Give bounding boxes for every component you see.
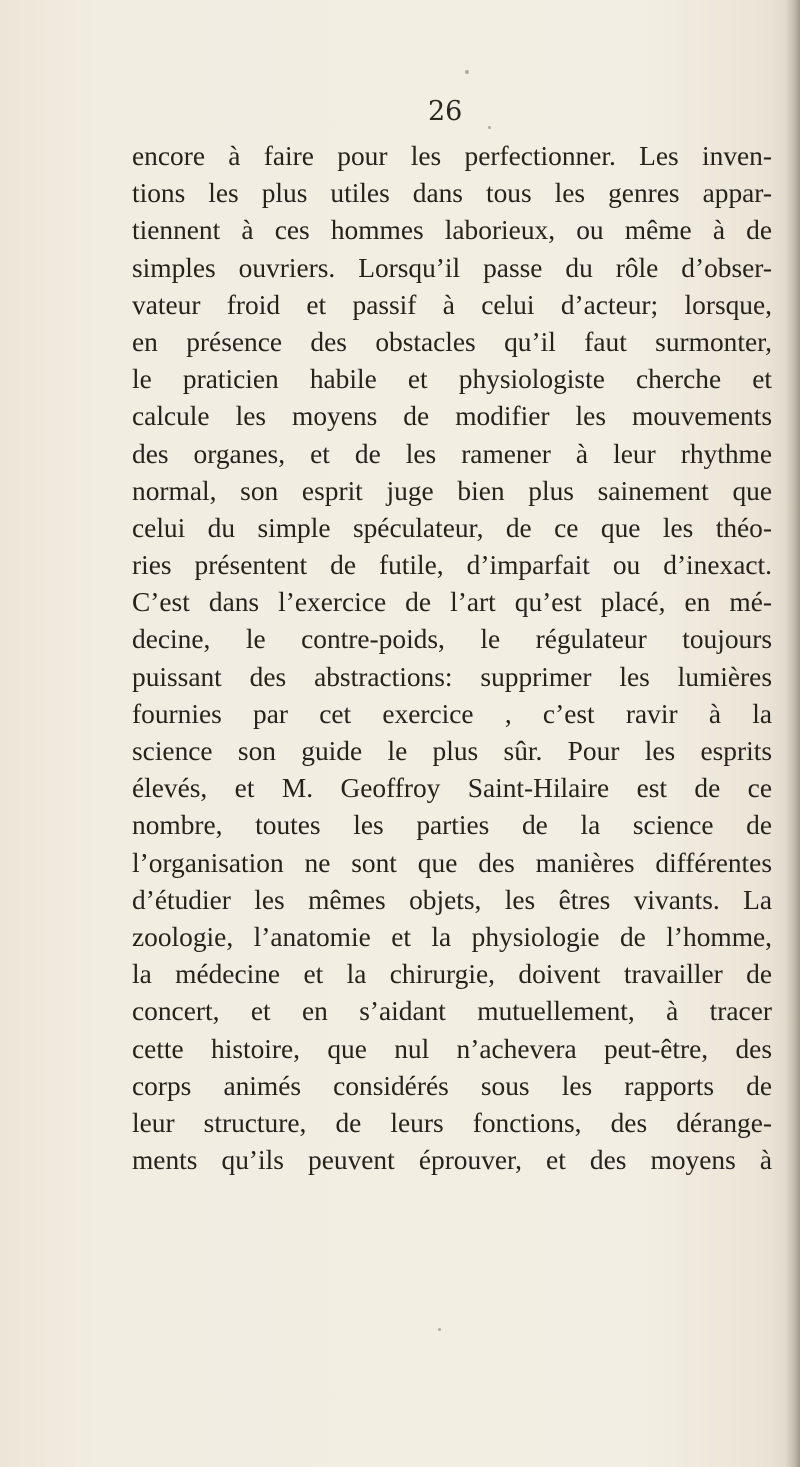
text-line: le praticien habile et physiologiste cherche et xyxy=(132,364,772,395)
text-line: cette histoire, que nul n’achevera peut-être, des xyxy=(132,1033,772,1064)
text-line: calcule les moyens de modifier les mouvements xyxy=(132,401,772,432)
paper-speck xyxy=(438,1328,441,1331)
paper-speck xyxy=(465,70,469,74)
text-line: élevés, et M. Geoffroy Saint-Hilaire est de ce xyxy=(132,773,772,804)
text-line: science son guide le plus sûr. Pour les esprits xyxy=(132,736,772,766)
text-line: d’étudier les mêmes objets, les êtres vivants. La xyxy=(132,884,772,915)
body-text xyxy=(132,138,772,1179)
text-line: celui du simple spéculateur, de ce que les théo- xyxy=(132,512,772,543)
page-number: 26 xyxy=(428,96,463,127)
text-line: fournies par cet exercice , c’est ravir à la xyxy=(132,698,772,729)
text-line: tiennent à ces hommes laborieux, ou même à de xyxy=(132,215,772,246)
page-edge-shadow xyxy=(786,0,800,1467)
text-line: vateur froid et passif à celui d’acteur; lorsque, xyxy=(132,289,772,320)
text-line: encore à faire pour les perfectionner. Les inven- xyxy=(132,141,772,171)
text-line: ments qu’ils peuvent éprouver, et des moyens à xyxy=(132,1145,772,1176)
text-line: decine, le contre-poids, le régulateur toujours xyxy=(132,624,772,655)
text-line: l’organisation ne sont que des manières différentes xyxy=(132,847,772,878)
text-line: C’est dans l’exercice de l’art qu’est placé, en mé- xyxy=(132,587,772,618)
text-line: corps animés considérés sous les rapports de xyxy=(132,1070,772,1101)
text-line: normal, son esprit juge bien plus sainement que xyxy=(132,475,772,506)
text-line: zoologie, l’anatomie et la physiologie de l’homme, xyxy=(132,921,772,952)
paper-speck xyxy=(488,126,491,129)
text-line: puissant des abstractions: supprimer les lumières xyxy=(132,661,772,692)
text-line: leur structure, de leurs fonctions, des dérange- xyxy=(132,1107,772,1138)
text-line: concert, et en s’aidant mutuellement, à tracer xyxy=(132,996,772,1027)
text-line: en présence des obstacles qu’il faut surmonter, xyxy=(132,326,772,357)
text-line: des organes, et de les ramener à leur rhythme xyxy=(132,438,772,469)
text-line: nombre, toutes les parties de la science de xyxy=(132,810,772,841)
text-line: tions les plus utiles dans tous les genres appar- xyxy=(132,178,772,209)
text-line: ries présentent de futile, d’imparfait ou d’inexact. xyxy=(132,550,772,581)
text-line: simples ouvriers. Lorsqu’il passe du rôle d’obser- xyxy=(132,252,772,283)
text-line: la médecine et la chirurgie, doivent travailler de xyxy=(132,959,772,990)
